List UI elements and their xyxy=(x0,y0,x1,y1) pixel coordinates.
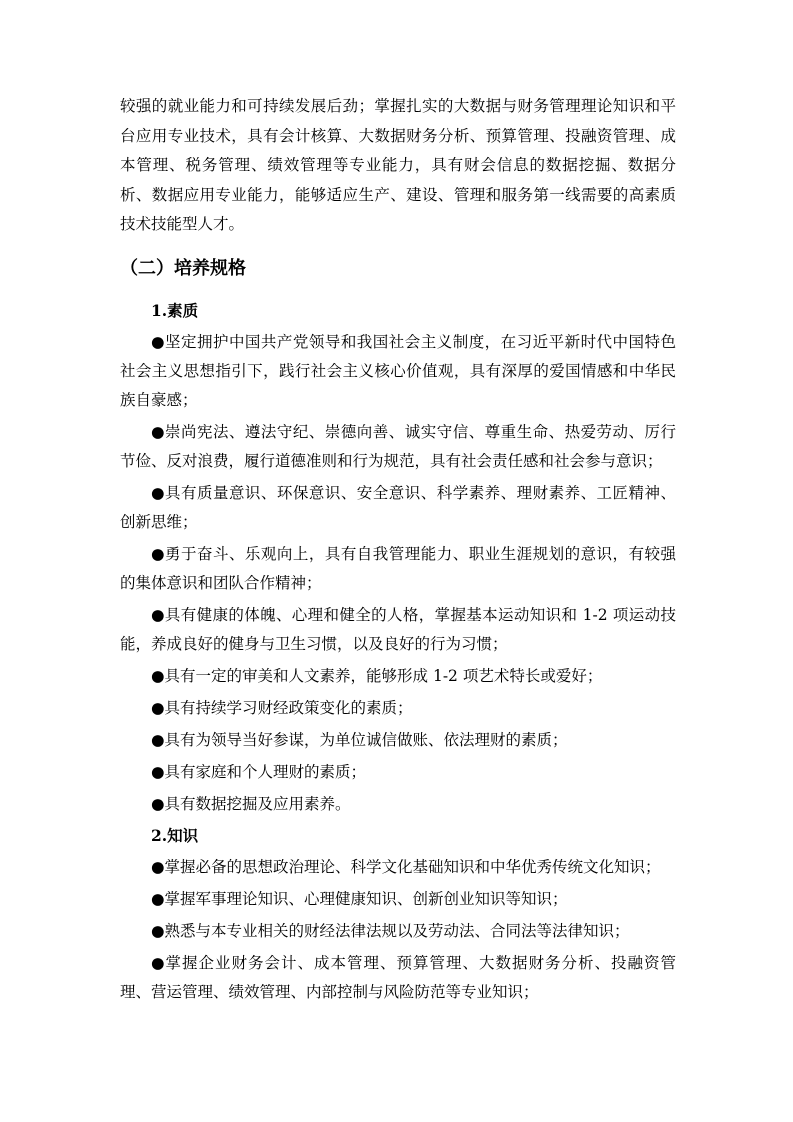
quality-item: ●具有数据挖掘及应用素养。 xyxy=(151,794,351,813)
quality-section xyxy=(120,296,676,819)
quality-item: ●具有质量意识、环保意识、安全意识、科学素养、理财素养、工匠精神、创新思维； xyxy=(120,483,676,531)
quality-item: ●具有为领导当好参谋，为单位诚信做账、依法理财的素质； xyxy=(151,730,568,749)
quality-item: ●具有一定的审美和人文素养，能够形成 1-2 项艺术特长或爱好； xyxy=(151,666,603,685)
intro-paragraph: 较强的就业能力和可持续发展后劲；掌握扎实的大数据与财务管理理论知识和平台应用专业技术，具有会计核算、大数据财务分析、预算管理、投融资管理、成本管理、税务管理、绩效管理等专业能力，具有财会信息的数据挖掘、数据分析、数据应用专业能力，能够适应生产、建设、管理和服务第一线需要的高素质技术技能型人才。 xyxy=(120,97,676,233)
quality-item: ●崇尚宪法、遵法守纪、崇德向善、诚实守信、尊重生命、热爱劳动、厉行节俭、反对浪费，履行道德准则和行为规范，具有社会责任感和社会参与意识； xyxy=(120,422,676,470)
page-content xyxy=(120,92,676,1007)
section-heading-training-specs: （二）培养规格 xyxy=(120,257,246,279)
knowledge-item: ●掌握企业财务会计、成本管理、预算管理、大数据财务分析、投融资管理、营运管理、绩效管理、内部控制与风险防范等专业知识； xyxy=(120,953,676,1001)
quality-item: ●具有持续学习财经政策变化的素质； xyxy=(151,698,413,717)
quality-heading: 1.素质 xyxy=(151,300,199,320)
knowledge-heading: 2.知识 xyxy=(151,825,199,845)
knowledge-item: ●掌握必备的思想政治理论、科学文化基础知识和中华优秀传统文化知识； xyxy=(151,857,661,876)
quality-item: ●勇于奋斗、乐观向上，具有自我管理能力、职业生涯规划的意识，有较强的集体意识和团队合作精神； xyxy=(120,544,676,592)
knowledge-item: ●掌握军事理论知识、心理健康知识、创新创业知识等知识； xyxy=(151,889,568,908)
knowledge-section xyxy=(120,821,676,1007)
quality-item: ●具有健康的体魄、心理和健全的人格，掌握基本运动知识和 1-2 项运动技能，养成良好的健身与卫生习惯，以及良好的行为习惯； xyxy=(120,605,676,653)
quality-item: ●坚定拥护中国共产党领导和我国社会主义制度，在习近平新时代中国特色社会主义思想指引下，践行社会主义核心价值观，具有深厚的爱国情感和中华民族自豪感； xyxy=(120,332,676,409)
quality-item: ●具有家庭和个人理财的素质； xyxy=(151,762,367,781)
knowledge-item: ●熟悉与本专业相关的财经法律法规以及劳动法、合同法等法律知识； xyxy=(151,921,630,940)
